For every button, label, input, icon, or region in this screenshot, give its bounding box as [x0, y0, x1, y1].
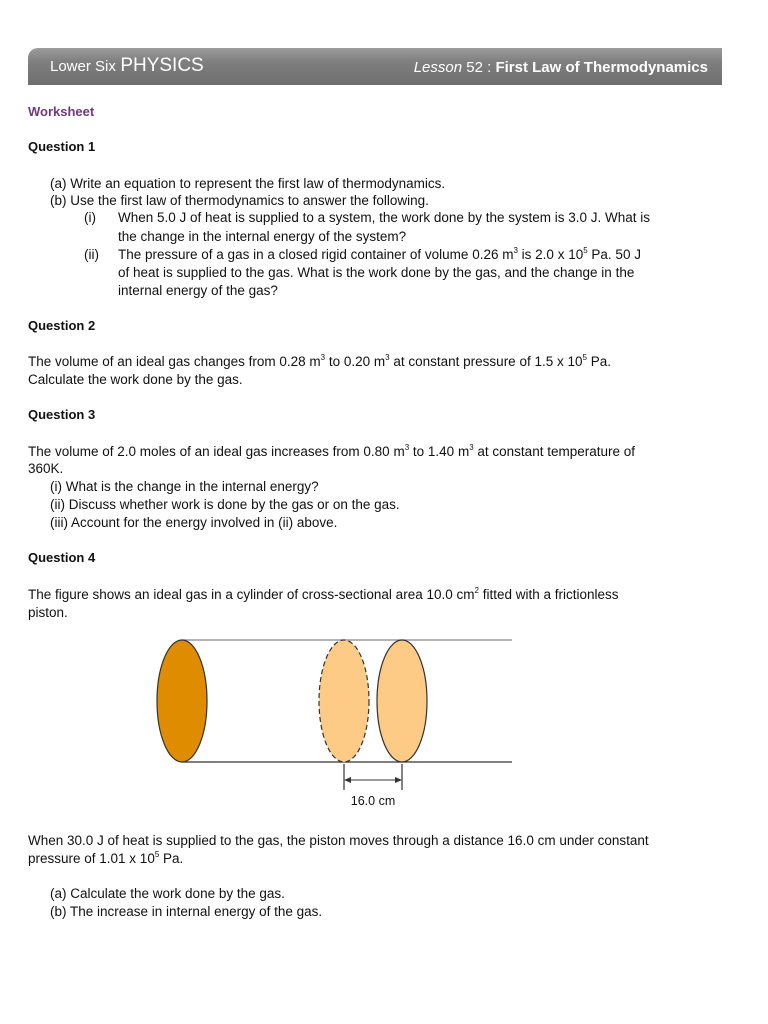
superscript: 3 — [513, 245, 518, 255]
text-run: at constant temperature of — [473, 444, 635, 459]
question-1-sub-i-label: (i) — [84, 210, 96, 225]
distance-label: 16.0 cm — [350, 794, 396, 808]
lesson-title — [414, 59, 708, 76]
question-1-sub-ii-label: (ii) — [84, 247, 99, 262]
question-2-line1 — [28, 353, 611, 371]
question-4-line2: piston. — [28, 605, 68, 620]
question-4-after-line2 — [28, 850, 183, 868]
question-4-part-b: (b) The increase in internal energy of the gas. — [50, 904, 323, 919]
superscript: 3 — [320, 352, 326, 362]
text-run: to 0.20 m — [325, 354, 386, 369]
text-run: at constant pressure of 1.5 x 10 — [389, 354, 583, 369]
question-3-sub-ii: (ii) Discuss whether work is done by the gas or on the gas. — [50, 497, 400, 512]
dimension-arrowhead-right — [395, 777, 402, 783]
lesson-separator: : — [487, 59, 492, 76]
piston-final-position — [377, 640, 427, 762]
lesson-topic: First Law of Thermodynamics — [495, 59, 708, 76]
superscript: 5 — [582, 352, 587, 362]
cylinder-piston-figure — [150, 632, 520, 812]
lesson-number: 52 — [466, 59, 483, 76]
question-4-line1 — [28, 586, 619, 604]
course-prefix: Lower Six — [50, 58, 116, 75]
cylinder-closed-end — [157, 640, 207, 762]
question-4-part-a: (a) Calculate the work done by the gas. — [50, 886, 285, 901]
dimension-arrowhead-left — [344, 777, 351, 783]
question-2-line2: Calculate the work done by the gas. — [28, 372, 243, 387]
piston-initial-position — [319, 640, 369, 762]
question-1-sub-i-line2: the change in the internal energy of the system? — [118, 229, 407, 244]
superscript: 5 — [154, 849, 160, 859]
question-1-sub-ii-line1 — [118, 246, 641, 264]
text-run: is 2.0 x 10 — [517, 247, 584, 262]
text-run: The volume of an ideal gas changes from 0.28 m — [28, 354, 321, 369]
text-run: Pa. — [159, 851, 184, 866]
text-run: Pa. — [586, 354, 611, 369]
superscript: 3 — [404, 442, 410, 452]
question-1-heading: Question 1 — [28, 139, 96, 154]
lesson-word: Lesson — [413, 59, 463, 76]
superscript: 5 — [583, 245, 588, 255]
superscript: 3 — [469, 442, 474, 452]
text-run: The pressure of a gas in a closed rigid container of volume 0.26 m — [118, 247, 514, 262]
text-run: Pa. 50 J — [587, 247, 641, 262]
text-run: to 1.40 m — [409, 444, 470, 459]
course-subject: PHYSICS — [120, 55, 204, 76]
text-run: pressure of 1.01 x 10 — [28, 851, 155, 866]
text-run: The volume of 2.0 moles of an ideal gas increases from 0.80 m — [28, 444, 405, 459]
question-3-sub-iii: (iii) Account for the energy involved in (ii) above. — [50, 515, 338, 530]
worksheet-label: Worksheet — [28, 104, 95, 119]
question-3-line2: 360K. — [28, 461, 64, 476]
superscript: 2 — [474, 585, 479, 595]
question-3-line1 — [28, 443, 635, 461]
text-run: fitted with a frictionless — [478, 587, 619, 602]
question-4-heading: Question 4 — [28, 550, 96, 565]
question-4-after-line1: When 30.0 J of heat is supplied to the gas, the piston moves through a distance 16.0 cm under constant — [28, 833, 649, 848]
question-1-sub-i-line1: When 5.0 J of heat is supplied to a system, the work done by the system is 3.0 J. What is — [118, 210, 650, 225]
question-1-sub-ii-line2: of heat is supplied to the gas. What is the work done by the gas, and the change in the — [118, 265, 635, 280]
superscript: 3 — [385, 352, 390, 362]
course-title — [50, 55, 204, 77]
question-3-sub-i: (i) What is the change in the internal energy? — [50, 479, 319, 494]
lesson-header-banner — [28, 48, 722, 85]
question-3-heading: Question 3 — [28, 407, 96, 422]
question-2-heading: Question 2 — [28, 318, 96, 333]
question-1-part-b: (b) Use the first law of thermodynamics to answer the following. — [50, 193, 429, 208]
text-run: The figure shows an ideal gas in a cylinder of cross-sectional area 10.0 cm — [28, 587, 475, 602]
question-1-part-a: (a) Write an equation to represent the first law of thermodynamics. — [50, 176, 446, 191]
question-1-sub-ii-line3: internal energy of the gas? — [118, 283, 278, 298]
